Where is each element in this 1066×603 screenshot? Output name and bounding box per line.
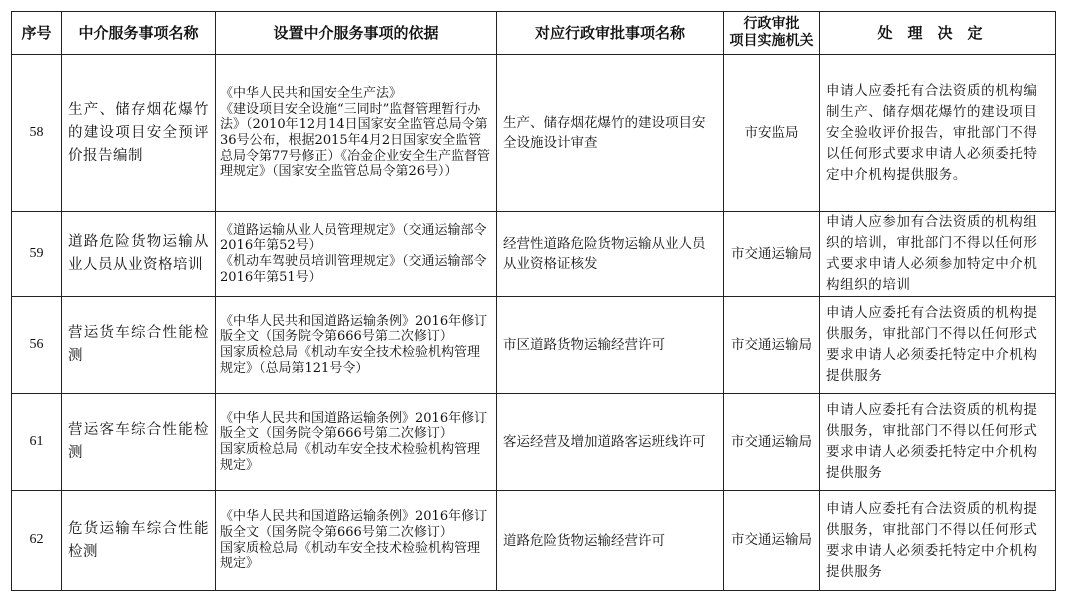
- basis-line: 国家质检总局《机动车安全技术检验机构管理规定》: [220, 442, 481, 473]
- row-agency: 市交通运输局: [724, 394, 820, 491]
- row-agency: 市交通运输局: [724, 297, 820, 394]
- row-basis: [216, 212, 497, 297]
- row-decision: 申请人应委托有合法资质的机构提供服务，审批部门不得以任何形式要求申请人必须委托特定中介机构提供服务: [820, 297, 1056, 394]
- row-service-name: 危货运输车综合性能检测: [62, 491, 216, 591]
- table-row: [12, 55, 1056, 212]
- row-approval: 生产、储存烟花爆竹的建设项目安全设施设计审查: [497, 55, 724, 212]
- basis-line: 《中华人民共和国道路运输条例》2016年修订版全文（国务院令第666号第二次修订）: [220, 313, 488, 345]
- header-basis: 设置中介服务事项的依据: [216, 12, 497, 55]
- row-decision: 申请人应委托有合法资质的机构编制生产、储存烟花爆竹的建设项目安全验收评价报告，审批部门不得以任何形式要求申请人必须委托特定中介机构提供服务。: [820, 55, 1056, 212]
- intermediary-services-table: [11, 11, 1056, 591]
- table-row: [12, 491, 1056, 591]
- row-service-name: 道路危险货物运输从业人员从业资格培训: [62, 212, 216, 297]
- row-decision: 申请人应委托有合法资质的机构提供服务，审批部门不得以任何形式要求申请人必须委托特定中介机构提供服务: [820, 394, 1056, 491]
- row-basis: [216, 297, 497, 394]
- row-seq: 59: [12, 212, 62, 297]
- row-approval: 客运经营及增加道路客运班线许可: [497, 394, 724, 491]
- row-seq: 62: [12, 491, 62, 591]
- row-service-name: 生产、储存烟花爆竹的建设项目安全预评价报告编制: [62, 55, 216, 212]
- basis-line: 国家质检总局《机动车安全技术检验机构管理规定》: [220, 540, 481, 572]
- row-agency: 市交通运输局: [724, 491, 820, 591]
- row-basis: [216, 491, 497, 591]
- row-approval: 道路危险货物运输经营许可: [497, 491, 724, 591]
- table-row: [12, 212, 1056, 297]
- header-agency-line2: 项目实施机关: [729, 33, 814, 49]
- row-decision: 申请人应参加有合法资质的机构组织的培训，审批部门不得以任何形式要求申请人必须参加特定中介机构组织的培训: [820, 212, 1056, 297]
- header-approval: 对应行政审批事项名称: [497, 12, 724, 55]
- basis-line: 《中华人民共和国安全生产法》: [220, 86, 403, 102]
- basis-line: 《建设项目安全设施“三同时”监督管理暂行办法》（2010年12月14日国家安全监管总局令第36号公布，根据2015年4月2日国家安全监管总局令第77号修正）《冶金企业安全生产监督管理规定》（国家安全监管总局令第26号））: [220, 101, 491, 180]
- basis-line: 《中华人民共和国道路运输条例》2016年修订版全文（国务院令第666号第二次修订）: [220, 410, 488, 442]
- table-row: [12, 297, 1056, 394]
- basis-line: 《机动车驾驶员培训管理规定》（交通运输部令2016年第51号）: [220, 254, 487, 285]
- row-service-name: 营运货车综合性能检测: [62, 297, 216, 394]
- header-decision: 处理决定: [820, 12, 1056, 55]
- basis-line: 国家质检总局《机动车安全技术检验机构管理规定》（总局第121号令）: [220, 345, 481, 376]
- row-approval: 经营性道路危险货物运输从业人员从业资格证核发: [497, 212, 724, 297]
- row-agency: 市安监局: [724, 55, 820, 212]
- header-row: [12, 12, 1056, 55]
- row-seq: 61: [12, 394, 62, 491]
- row-service-name: 营运客车综合性能检测: [62, 394, 216, 491]
- table-row: [12, 394, 1056, 491]
- header-seq: 序号: [12, 12, 62, 55]
- row-agency: 市交通运输局: [724, 212, 820, 297]
- header-service-name: 中介服务事项名称: [62, 12, 216, 55]
- header-agency-line1: 行政审批: [743, 16, 800, 32]
- basis-line: 《中华人民共和国道路运输条例》2016年修订版全文（国务院令第666号第二次修订）: [220, 509, 488, 540]
- header-agency: [724, 12, 820, 55]
- row-decision: 申请人应委托有合法资质的机构提供服务，审批部门不得以任何形式要求申请人必须委托特定中介机构提供服务: [820, 491, 1056, 591]
- row-seq: 58: [12, 55, 62, 212]
- basis-line: 《道路运输从业人员管理规定》（交通运输部令2016年第52号）: [220, 222, 487, 254]
- row-basis: [216, 55, 497, 212]
- row-basis: [216, 394, 497, 491]
- row-approval: 市区道路货物运输经营许可: [497, 297, 724, 394]
- row-seq: 56: [12, 297, 62, 394]
